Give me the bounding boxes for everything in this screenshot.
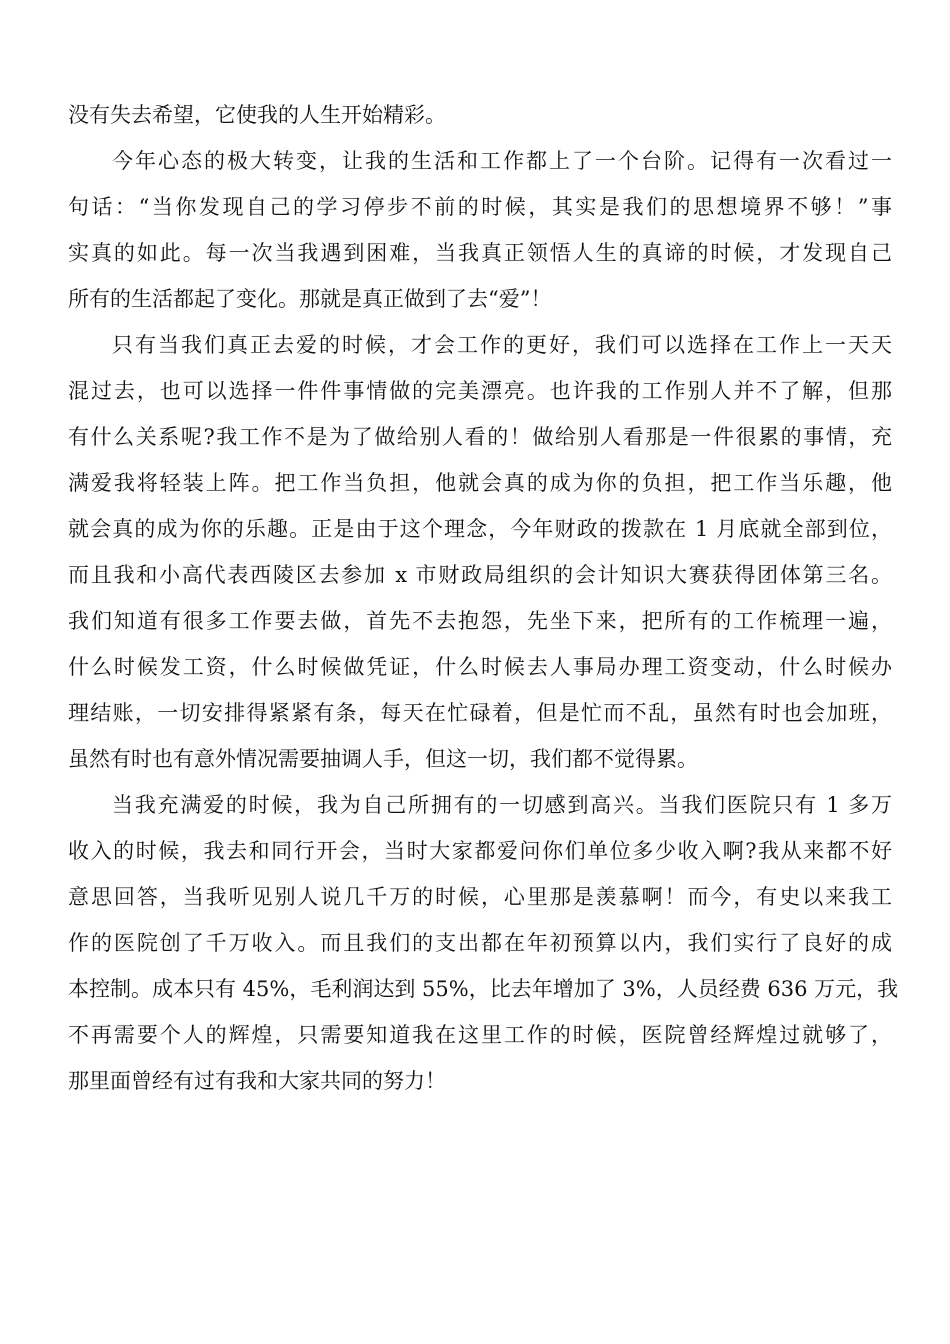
text-line: 就会真的成为你的乐趣。正是由于这个理念，今年财政的拨款在 1 月底就全部到位， <box>68 517 892 541</box>
text-line: 虽然有时也有意外情况需要抽调人手，但这一切，我们都不觉得累。 <box>68 747 698 771</box>
text-line: 当我充满爱的时候，我为自己所拥有的一切感到高兴。当我们医院只有 1 多万 <box>112 793 892 817</box>
text-line: 没有失去希望，它使我的人生开始精彩。 <box>68 103 446 127</box>
text-line: 实真的如此。每一次当我遇到困难，当我真正领悟人生的真谛的时候，才发现自己 <box>68 241 892 265</box>
text-line: 我们知道有很多工作要去做，首先不去抱怨，先坐下来，把所有的工作梳理一遍， <box>68 609 892 633</box>
paragraph <box>68 92 892 138</box>
paragraph <box>68 782 899 1104</box>
paragraph <box>68 322 892 782</box>
text-line: 什么时候发工资，什么时候做凭证，什么时候去人事局办理工资变动，什么时候办 <box>68 655 892 679</box>
text-line: 那里面曾经有过有我和大家共同的努力！ <box>68 1069 446 1093</box>
text-line: 而且我和小高代表西陵区去参加 x 市财政局组织的会计知识大赛获得团体第三名。 <box>68 563 892 587</box>
text-line: 句话：“当你发现自己的学习停步不前的时候，其实是我们的思想境界不够！”事 <box>68 195 892 219</box>
text-line: 理结账，一切安排得紧紧有条，每天在忙碌着，但是忙而不乱，虽然有时也会加班， <box>68 701 892 725</box>
document-body <box>68 92 899 1104</box>
text-line: 意思回答，当我听见别人说几千万的时候，心里那是羡慕啊！而今，有史以来我工 <box>68 885 892 909</box>
text-line: 满爱我将轻装上阵。把工作当负担，他就会真的成为你的负担，把工作当乐趣，他 <box>68 471 892 495</box>
text-line: 收入的时候，我去和同行开会，当时大家都爱问你们单位多少收入啊?我从来都不好 <box>68 839 892 863</box>
text-line: 只有当我们真正去爱的时候，才会工作的更好，我们可以选择在工作上一天天 <box>112 333 892 357</box>
text-line: 本控制。成本只有 45%，毛利润达到 55%，比去年增加了 3%，人员经费 636 万元，我 <box>68 977 899 1001</box>
text-line: 今年心态的极大转变，让我的生活和工作都上了一个台阶。记得有一次看过一 <box>112 149 892 173</box>
text-line: 作的医院创了千万收入。而且我们的支出都在年初预算以内，我们实行了良好的成 <box>68 931 892 955</box>
text-line: 不再需要个人的辉煌，只需要知道我在这里工作的时候，医院曾经辉煌过就够了， <box>68 1023 892 1047</box>
paragraph <box>68 138 892 322</box>
text-line: 混过去，也可以选择一件件事情做的完美漂亮。也许我的工作别人并不了解，但那 <box>68 379 892 403</box>
text-line: 有什么关系呢?我工作不是为了做给别人看的！做给别人看那是一件很累的事情，充 <box>68 425 892 449</box>
text-line: 所有的生活都起了变化。那就是真正做到了去“爱”！ <box>68 287 552 311</box>
